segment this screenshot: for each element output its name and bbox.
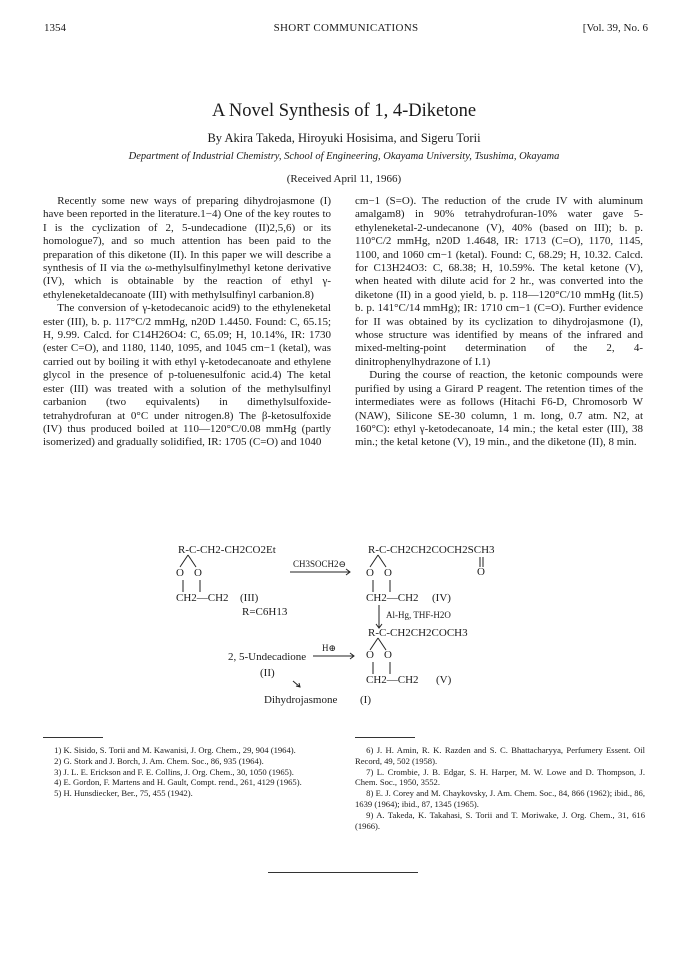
volume-info: [Vol. 39, No. 6: [582, 22, 648, 34]
bond-line: [188, 555, 196, 567]
reference-item: 2) G. Stork and J. Borch, J. Am. Chem. Soc., 86, 935 (1964).: [54, 755, 264, 766]
paragraph: During the course of reaction, the ketonic compounds were purified by using a Girard P reagent. The retention times of the intermediates were as follows (Hitachi F6-D, Chromosorb W (NAW), Silicone SE-30 column, 1 m. long, 0.7 atm. N2, at 160°C): ethyl γ-ketodecanoate, 14 min.; the ketal ester (III), 38 min.; the ketal ketone (V), 19 min., and the diketone (II), 8 min.: [355, 369, 643, 449]
compound-II-label: (II): [260, 667, 275, 679]
oxygen-label: O: [176, 567, 184, 579]
paragraph: cm−1 (S=O). The reduction of the crude IV with aluminum amalgam8) in 90% tetrahydrofuran-10% water gave 5-ethyleneketal-2-undecanone (V), 40% (based on III); b. p. 110°C/2 mmHg, n20D 1.4648, IR: 1713 (C=O), 1170, 1145, 1100, and 1060 cm−1 (ketal). Found: C, 68.29; H, 10.32. Calcd. for C13H24O3: C, 68.38; H, 10.59%. The ketal ketone (V), when heated with dilute acid for 2 hr., was converted into the diketone (II) in a good yield, b. p. 118—120°C/10 mmHg (lit.5) b. p. 141°C/14 mmHg); IR: 1710 cm−1 (C=O). Further evidence for II was obtained by its cyclization to dihydrojasmone (I), whose structure was identified by means of the infrared and mixed-melting-point determination of the 2, 4-dinitrophenylhydrazone of I.1): [355, 195, 643, 368]
compound-V-label: (V): [436, 674, 452, 686]
reference-item: 9) A. Takeda, K. Takahasi, S. Torii and T. Moriwake, J. Org. Chem., 31, 616 (1966).: [355, 809, 645, 831]
bond-line: [370, 555, 378, 567]
reagent-amalgam: Al-Hg, THF-H2O: [386, 610, 451, 620]
right-column: [355, 195, 643, 450]
left-column: [43, 195, 331, 450]
oxygen-label: O: [384, 567, 392, 579]
r-definition: R=C6H13: [242, 606, 288, 618]
reagent-carbanion: CH3SOCH2⊖: [293, 559, 347, 569]
ethylene-bridge: CH2—CH2: [366, 592, 419, 604]
paragraph: The conversion of γ-ketodecanoic acid9) to the ethyleneketal ester (III), b. p. 117°C/2 mmHg, n20D 1.4450. Found: C, 65.15; H, 9.99. Calcd. for C14H26O4: C, 65.09; H, 10.14%, IR: 1730 (ester C=O), and 1180, 1140, 1095, and 1045 cm−1 (ketal), was carried out by boiling it with ethyl γ-ketodecanoate and ethylene glycol in the presence of p-toluenesulfonic acid.4) The ketal ester (III) was treated with a solution of the methylsulfinyl carbanion (two equivalents) in dimethylsulfoxide-tetrahydrofuran at 0°C under nitrogen.8) The β-ketosulfoxide (IV) thus produced boiled at 110—120°C/0.08 mmHg (partly isomerized) and gradually solidified, IR: 1705 (C=O) and 1040: [43, 302, 331, 449]
oxygen-label: O: [384, 649, 392, 661]
references-left: [43, 745, 333, 799]
oxygen-label: O: [194, 567, 202, 579]
undecadione-name: 2, 5-Undecadione: [228, 651, 307, 663]
dihydrojasmone-name: Dihydrojasmone: [264, 694, 338, 706]
ethylene-bridge: CH2—CH2: [176, 592, 229, 604]
bond-line: [378, 555, 386, 567]
compound-I-label: (I): [360, 694, 371, 706]
reference-item: 8) E. J. Corey and M. Chaykovsky, J. Am. Chem. Soc., 84, 866 (1962); ibid., 86, 1639 (1964); ibid., 87, 1345 (1965).: [355, 788, 645, 809]
end-rule: [268, 872, 418, 873]
affiliation: Department of Industrial Chemistry, School of Engineering, Okayama University, Tsushima, Okayama: [128, 151, 560, 162]
paper-authors: By Akira Takeda, Hiroyuki Hosisima, and Sigeru Torii: [207, 131, 481, 145]
oxygen-label: O: [366, 567, 374, 579]
compound-III-formula: R-C-CH2-CH2CO2Et: [178, 544, 276, 556]
compound-IV-formula: R-C-CH2CH2COCH2SCH3: [368, 544, 495, 556]
section-title: SHORT COMMUNICATIONS: [273, 22, 419, 34]
reference-item: 7) L. Crombie, J. B. Edgar, S. H. Harper, M. W. Lowe and D. Thompson, J. Chem. Soc., 1950, 3552.: [355, 766, 645, 788]
footnote-rule: [43, 737, 103, 738]
reaction-scheme: [150, 540, 520, 710]
received-date: (Received April 11, 1966): [286, 173, 402, 185]
reference-item: 3) J. L. E. Erickson and F. E. Collins, J. Org. Chem., 30, 1050 (1965).: [54, 766, 294, 777]
references-right: [355, 745, 645, 831]
page-number: 1354: [44, 22, 66, 34]
oxygen-label: O: [366, 649, 374, 661]
paper-title: A Novel Synthesis of 1, 4-Diketone: [211, 101, 477, 121]
paragraph: Recently some new ways of preparing dihydrojasmone (I) have been reported in the literature.1−4) One of the key routes to I is the cyclization of 2, 5-undecadione (II)2,5,6) or its homologue7), and so much attention has been paid to the preparation of this diketone (II). In this paper we will describe a synthesis of II via the ω-methylsulfinylmethyl ketone derivative (IV), which is obtainable by the reaction of ethyl γ-ethyleneketaldecanoate (III) with methylsulfinyl carbanion.8): [43, 195, 331, 301]
running-header: [44, 22, 648, 36]
compound-IV-label: (IV): [432, 592, 451, 604]
reference-item: 1) K. Sisido, S. Torii and M. Kawanisi, J. Org. Chem., 29, 904 (1964).: [54, 745, 296, 755]
footnote-rule: [355, 737, 415, 738]
acid-catalyst: H⊕: [322, 643, 337, 653]
ethylene-bridge: CH2—CH2: [366, 674, 419, 686]
reference-item: 6) J. H. Amin, R. K. Razden and S. C. Bhattacharyya, Perfumery Essent. Oil Record, 49, 502 (1958).: [355, 745, 645, 766]
oxygen-label: O: [477, 566, 485, 578]
reference-item: 5) H. Hunsdiecker, Ber., 75, 455 (1942).: [54, 788, 193, 799]
compound-V-formula: R-C-CH2CH2COCH3: [368, 627, 468, 639]
bond-line: [180, 555, 188, 567]
compound-III-label: (III): [240, 592, 259, 604]
reference-item: 4) E. Gordon, F. Martens and H. Gault, Compt. rend., 261, 4129 (1965).: [54, 777, 302, 788]
